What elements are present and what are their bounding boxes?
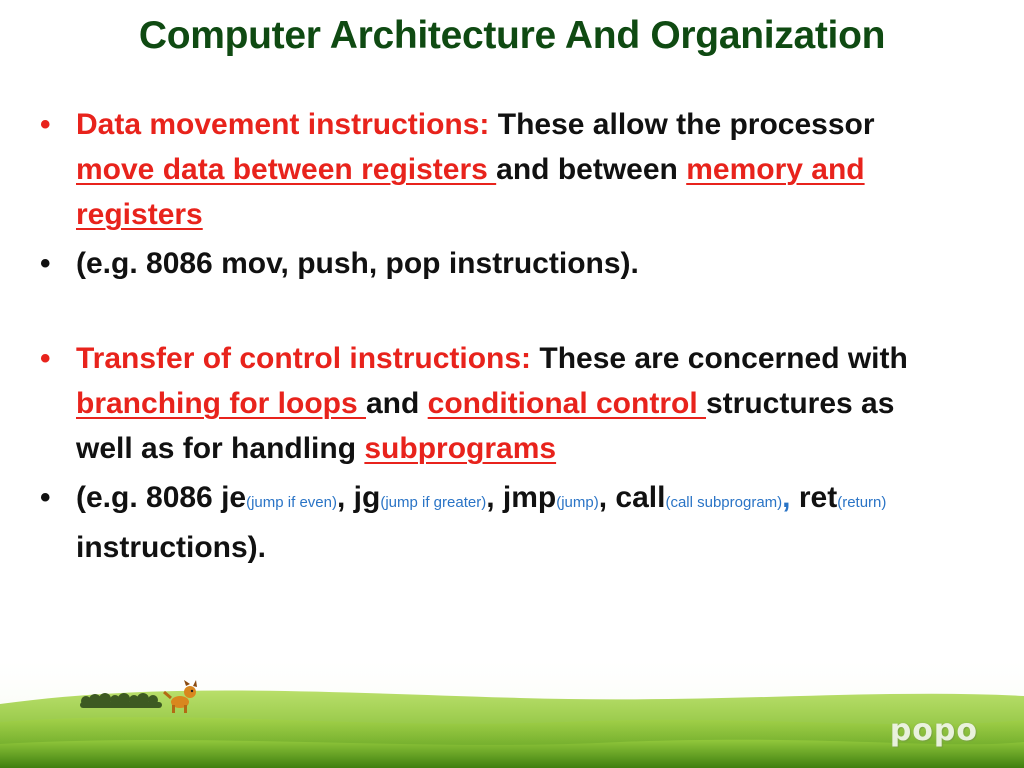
instruction-note: (jump) <box>556 494 599 511</box>
instruction-note: (jump if greater) <box>380 494 487 511</box>
bullet-text: and <box>366 387 428 420</box>
slide-content <box>40 102 940 570</box>
instruction-note: (call subprogram) <box>665 494 783 511</box>
bullet-label: Data movement instructions: <box>76 108 490 141</box>
emphasis-underline: subprograms <box>364 432 557 465</box>
bullet-text: (e.g. 8086 mov, push, pop instructions). <box>76 247 639 280</box>
bullet-transfer-control <box>40 336 940 471</box>
bullet-data-movement-example <box>40 241 940 286</box>
bullet-text: , <box>782 481 791 514</box>
bullet-data-movement <box>40 102 940 237</box>
brand-watermark: popo <box>889 713 978 748</box>
slide-title: Computer Architecture And Organization <box>138 14 886 57</box>
grass-footer <box>0 652 1024 768</box>
bullet-text: instructions). <box>76 531 267 564</box>
emphasis-underline: move data between registers <box>76 153 497 186</box>
bullet-text: ret <box>790 481 838 514</box>
emphasis-underline: branching for loops <box>76 387 366 420</box>
instruction-note: (jump if even) <box>246 494 337 511</box>
emphasis-underline: conditional control <box>427 387 706 420</box>
bullet-text: , call <box>598 481 666 514</box>
bullet-text: These are concerned with <box>531 342 908 375</box>
bullet-text: These allow the processor <box>489 108 875 141</box>
emphasis-underline: memory and registers <box>76 153 865 231</box>
bullet-transfer-control-example <box>40 475 940 570</box>
instruction-note: (return) <box>837 494 887 511</box>
bullet-label: Transfer of control instructions: <box>76 342 532 375</box>
bullet-text: and between <box>496 153 687 186</box>
bullet-text: , jmp <box>486 481 557 514</box>
bullet-text: (e.g. 8086 je <box>76 481 247 514</box>
grass-field-image <box>0 652 1024 768</box>
bullet-text: structures as well as for handling <box>76 387 895 465</box>
bullet-text: , jg <box>336 481 381 514</box>
